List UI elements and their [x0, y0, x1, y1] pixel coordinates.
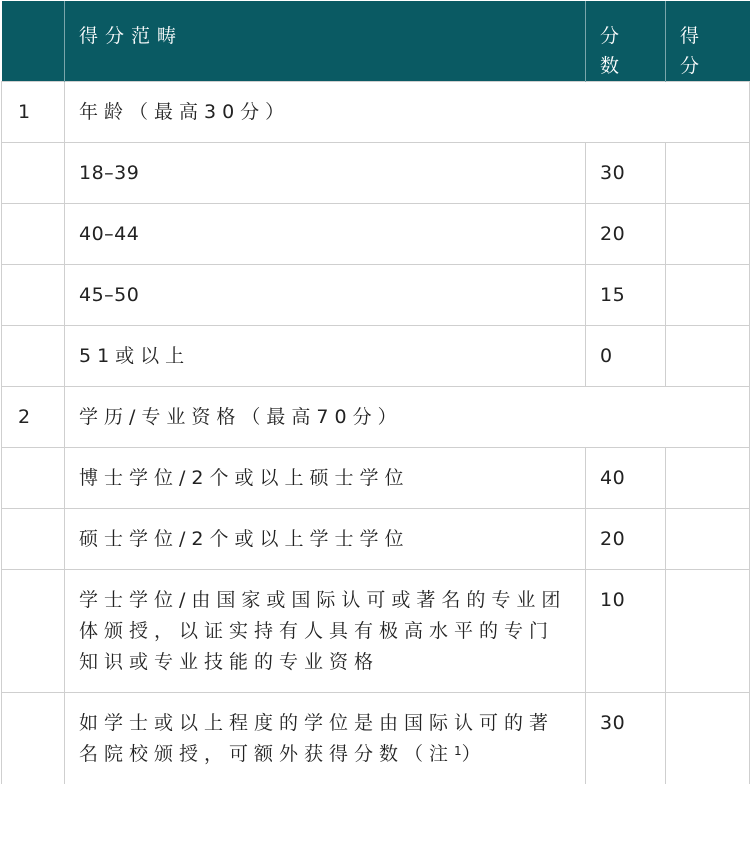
table-row	[2, 204, 750, 265]
row-criteria: 40–44	[65, 204, 586, 265]
footnote-mark: 1	[454, 744, 462, 758]
row-points: 20	[586, 204, 666, 265]
header-points: 分数	[586, 1, 666, 82]
row-index-empty	[2, 570, 65, 693]
row-points: 15	[586, 265, 666, 326]
table-row	[2, 265, 750, 326]
row-index-empty	[2, 204, 65, 265]
section-row-age	[2, 82, 750, 143]
row-score-cell	[666, 143, 750, 204]
table-row	[2, 570, 750, 693]
header-index	[2, 1, 65, 82]
row-points: 20	[586, 509, 666, 570]
row-index-empty	[2, 326, 65, 387]
table-row	[2, 143, 750, 204]
table-row	[2, 693, 750, 785]
row-score-cell	[666, 326, 750, 387]
row-criteria: 18–39	[65, 143, 586, 204]
row-points: 40	[586, 448, 666, 509]
section-title: 年龄（最高30分）	[65, 82, 750, 143]
row-criteria: 45–50	[65, 265, 586, 326]
section-index: 1	[2, 82, 65, 143]
row-score-cell	[666, 265, 750, 326]
row-points: 10	[586, 570, 666, 693]
row-criteria: 学士学位/由国家或国际认可或著名的专业团体颁授，以证实持有人具有极高水平的专门知识或专业技能的专业资格	[65, 570, 586, 693]
row-score-cell	[666, 448, 750, 509]
row-criteria-text: 如学士或以上程度的学位是由国际认可的著名院校颁授，可额外获得分数（注	[79, 712, 555, 765]
header-score: 得分	[666, 1, 750, 82]
row-index-empty	[2, 143, 65, 204]
table-row	[2, 326, 750, 387]
row-criteria-end: ）	[461, 743, 487, 765]
header-criteria: 得分范畴	[65, 1, 586, 82]
row-score-cell	[666, 693, 750, 785]
row-points: 30	[586, 693, 666, 785]
row-index-empty	[2, 448, 65, 509]
row-score-cell	[666, 204, 750, 265]
table-header	[2, 1, 750, 82]
row-criteria: 博士学位/2个或以上硕士学位	[65, 448, 586, 509]
section-index: 2	[2, 387, 65, 448]
section-title: 学历/专业资格（最高70分）	[65, 387, 750, 448]
row-criteria	[65, 693, 586, 785]
row-criteria: 51或以上	[65, 326, 586, 387]
row-index-empty	[2, 509, 65, 570]
row-score-cell	[666, 509, 750, 570]
points-table	[1, 1, 750, 784]
row-score-cell	[666, 570, 750, 693]
table-row	[2, 509, 750, 570]
row-points: 30	[586, 143, 666, 204]
row-points: 0	[586, 326, 666, 387]
table-row	[2, 448, 750, 509]
section-row-education	[2, 387, 750, 448]
row-criteria: 硕士学位/2个或以上学士学位	[65, 509, 586, 570]
row-index-empty	[2, 265, 65, 326]
row-index-empty	[2, 693, 65, 785]
